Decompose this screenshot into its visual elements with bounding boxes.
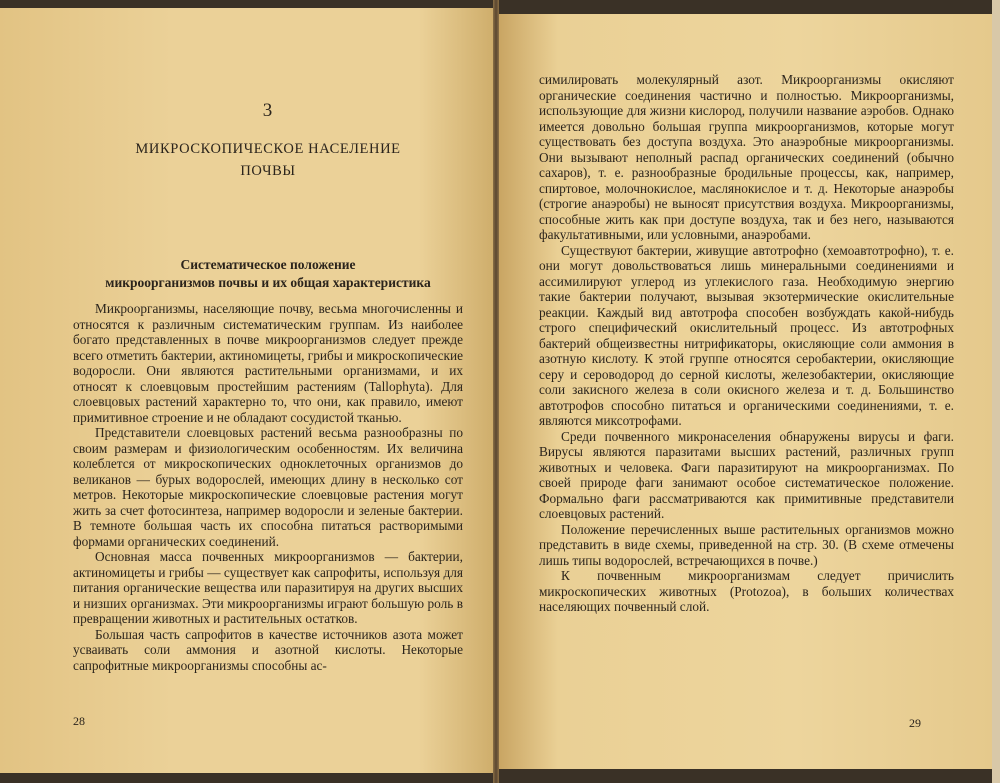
right-page	[499, 14, 992, 769]
section-title	[73, 256, 463, 292]
paragraph: К почвенным микроорганизмам следует причислить микроскопических животных (Protozoa), в больших количествах населяющих почвенный слой.	[539, 568, 954, 614]
chapter-number: 3	[262, 100, 274, 121]
paragraph: Среди почвенного микронаселения обнаружены вирусы и фаги. Вирусы являются паразитами высших растений, различных групп животных и человека. Фаги паразитируют на микроорганизмах. По своей природе фаги занимают особое систематическое положение. Формально фаги рассматриваются как примитивные представители слоевцовых растений.	[539, 428, 954, 521]
chapter-title	[73, 138, 463, 182]
page-number-right: 29	[909, 716, 921, 730]
page-number-left: 28	[73, 714, 85, 728]
paragraph: Представители слоевцовых растений весьма разнообразны по своим размерам и физиологическим особенностям. Их величина колеблется от микроскопических одноклеточных организмов до великанов — бурых водорослей, имеющих длину в несколько сот метров. Некоторые микроскопические слоевцовые растения могут жить за счет фотосинтеза, например водоросли и зеленые бактерии. В темноте большая часть их способна питаться растворимыми формами органических соединений.	[73, 425, 463, 549]
right-body-text	[539, 72, 954, 615]
chapter-title-line1: МИКРОСКОПИЧЕСКОЕ НАСЕЛЕНИЕ	[135, 141, 401, 157]
section-title-line1: Систематическое положение	[180, 257, 356, 272]
left-page	[0, 8, 493, 773]
paragraph: симилировать молекулярный азот. Микроорганизмы окисляют органические соединения частично и полностью. Микроорганизмы, использующие для жизни кислород, получили название аэробов. Однако имеется довольно большая группа микроорганизмов, которые могут существовать без доступа воздуха. Это анаэробные микроорганизмы. Они вызывают неполный распад органических соединений (обычно сахаров), т. е. разнообразные бродильные процессы, как, например, спиртовое, молочнокислое, маслянокислое и т. д. Некоторые анаэробы (строгие анаэробы) не выносят присутствия воздуха. Микроорганизмы, способные жить как при доступе воздуха, так и без него, называются факультативными, или условными, анаэробами.	[539, 72, 954, 242]
paragraph: Положение перечисленных выше растительных организмов можно представить в виде схемы, приведенной на стр. 30. (В схеме отмечены лишь типы водорослей, встречающихся в почве.)	[539, 521, 954, 568]
paragraph: Основная масса почвенных микроорганизмов — бактерии, актиномицеты и грибы — существует как сапрофиты, используя для питания органические вещества или паразитируя на других высших и низших организмах. Эти микроорганизмы играют большую роль в превращении животных и растительных остатков.	[73, 549, 463, 626]
left-body-text	[73, 301, 463, 673]
paragraph: Существуют бактерии, живущие автотрофно (хемоавтотрофно), т. е. они могут довольствоваться лишь минеральными соединениями и ассимилируют углерод из углекислого газа. Необходимую энергию такие бактерии получают, вызывая экзотермические окислительные реакции. Каждый вид автотрофа способен возбуждать какой-нибудь строго специфический окислительный процесс. Из автотрофных бактерий общеизвестны нитрификаторы, окисляющие соли аммония в азотную кислоту. К этой группе относятся серобактерии, окисляющие серу и сероводород до серной кислоты, железобактерии, окисляющие соли закисного железа в соли окисного железа и т. д. Большинство автотрофов способно питаться и органическими соединениями, т. е. являются миксотрофами.	[539, 242, 954, 428]
chapter-title-line2: ПОЧВЫ	[240, 163, 296, 179]
paragraph: Микроорганизмы, населяющие почву, весьма многочисленны и относятся к различным систематическим группам. Из наиболее богато представленных в почве микроорганизмов следует прежде всего отметить бактерии, актиномицеты, грибы и микроскопические водоросли. Они являются растительными организмами, и их относят к слоевцовым простейшим растениям (Tallophyta). Для слоевцовых растений характерно то, что они, как правило, имеют примитивное строение и не обладают сосудистой тканью.	[73, 301, 463, 425]
background-edge	[992, 0, 1000, 783]
section-title-line2: микроорганизмов почвы и их общая характеристика	[105, 275, 431, 290]
paragraph: Большая часть сапрофитов в качестве источников азота может усваивать соли аммония и азотной кислоты. Некоторые сапрофитные микроорганизмы способны ас-	[73, 626, 463, 673]
